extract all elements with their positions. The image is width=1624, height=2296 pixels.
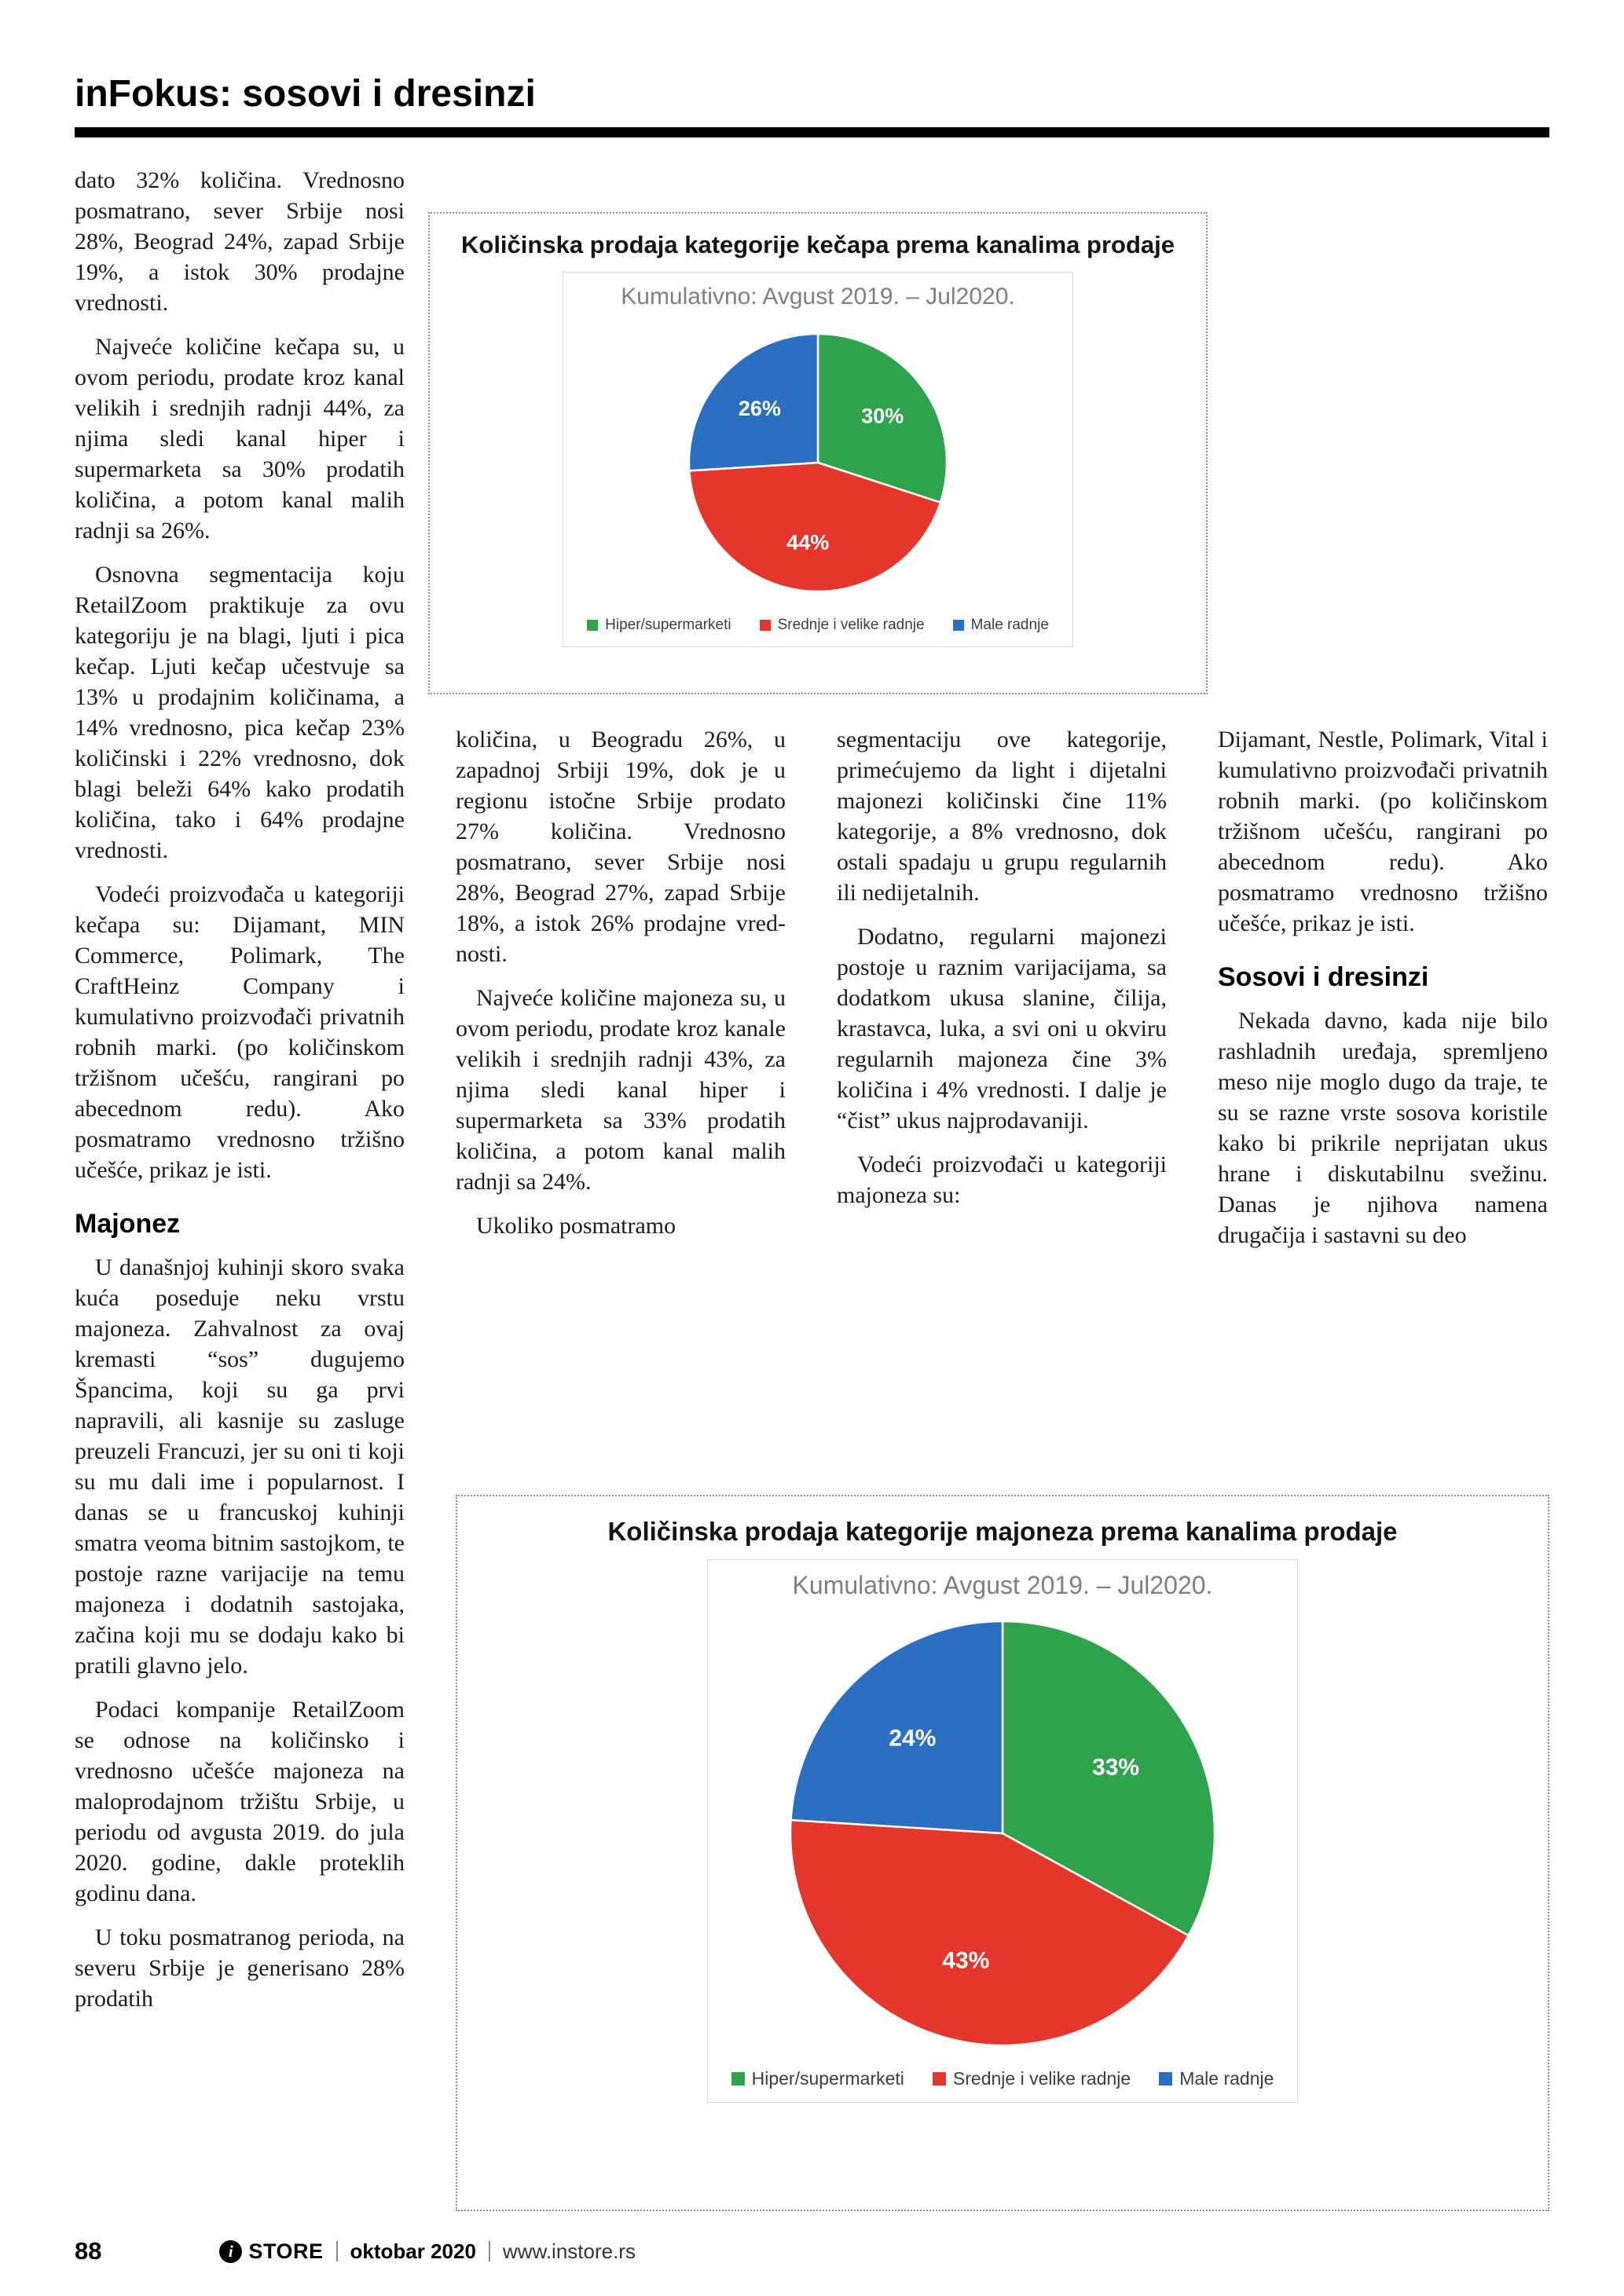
pie-chart-majonez: [751, 1606, 1254, 2060]
footer-separator: [489, 2241, 490, 2261]
paragraph: Dijamant, Nestle, Polimark, Vital i kumulativno proizvođači privatnih robnih marki. (po količinskom tržišnom učešću, rangirani po abecednom redu). Ako posmatramo vrednosno tržišno učešće, prikaz je isti.: [1218, 727, 1548, 936]
page-number: 88: [75, 2237, 102, 2265]
paragraph: Podaci kompanije RetailZoom se odnose na količinsko i vrednosno učešće majoneza na maloprodajnom tržištu Srbije, u periodu od avgusta 2019. do jula 2020. godine, dakle proteklih godinu dana.: [75, 1697, 405, 1906]
section-heading-sosovi: Sosovi i dresinzi: [1218, 962, 1429, 992]
paragraph: U toku posmatranog perioda, na severu Srbije je generisano 28% prodatih: [75, 1924, 405, 2012]
paragraph: Najveće količine majoneza su, u ovom periodu, prodate kroz kanale velikih i srednjih radnji 43%, za njima sledi kanal hiper i supermarketa sa 33% prodatih količina, a potom kanal malih radnji sa 24%.: [456, 985, 786, 1195]
legend-swatch: [760, 620, 771, 631]
instore-logo: [219, 2239, 323, 2264]
chart-box-majonez: [456, 1495, 1549, 2211]
page-header: [75, 72, 1549, 137]
chart-subtitle-majonez: Kumulativno: Avgust 2019. – Jul2020.: [792, 1571, 1213, 1599]
column1-paragraphs-top: [75, 165, 405, 1185]
legend-label: Male radnje: [1179, 2068, 1274, 2089]
chart-box-kecap: [428, 212, 1208, 694]
paragraph: Nekada davno, kada nije bilo rashladnih uređaja, spremljeno meso nije moglo dugo da traje, te su se razne vrste sosova koristile kako bi prikrile neprijatan ukus hrane i diskutabilnu svežinu. Danas je njihova namena drugačija i sastavni su deo: [1218, 1008, 1548, 1248]
legend-swatch: [731, 2072, 745, 2085]
legend-swatch: [953, 620, 964, 631]
article-column-2: [456, 724, 786, 1241]
paragraph: količina, u Beogradu 26%, u zapadnoj Srbiji 19%, dok je u regionu istočne Srbije prodato 27% količina. Vrednosno posmatrano, sever Srbije nosi 28%, Beograd 27%, zapad Srbije 18%, a istok 26% prodajne vrednosti.: [456, 727, 786, 967]
article-column-1: [75, 165, 405, 2219]
chart-legend-majonez: [731, 2068, 1274, 2089]
brand-name: STORE: [248, 2239, 324, 2263]
legend-item: [760, 617, 925, 634]
paragraph: U današnjoj kuhinji skoro svaka kuća poseduje neku vrstu majoneza. Zahvalnost za ovaj kremasti “sos” dugujemo Špancima, koji su ga prvi napravili, ali kasnije su zasluge preuzeli Francuzi, jer su oni ti koji su mu dali ime i popularnost. I danas se u francuskoj kuhinji smatra veoma bitnim sastojkom, te postoje razne varijacije na temu majoneza i dodatnih sastojaka, začina koji mu se dodaju kako bi pratili glavno jelo.: [75, 1254, 405, 1679]
legend-item: [1159, 2068, 1274, 2089]
paragraph: Dodatno, regularni majonezi postoje u raznim varijacijama, sa dodatkom ukusa slanine, čilija, krastavca, luka, a svi oni u okviru regularnih majoneza čine 3% količina i 4% vrednosti. I dalje je “čist” ukus najprodavaniji.: [837, 924, 1167, 1133]
pie-chart-kecap: [645, 317, 991, 609]
article-column-4: [1218, 724, 1548, 1251]
column4-paragraphs-bottom: [1218, 1005, 1548, 1251]
website-url: www.instore.rs: [502, 2239, 636, 2263]
column3-paragraphs: [837, 724, 1167, 1210]
pie-value-label: 24%: [889, 1725, 937, 1752]
chart-subtitle-kecap: Kumulativno: Avgust 2019. – Jul2020.: [621, 284, 1015, 309]
page-footer: [75, 2237, 1549, 2265]
pie-value-label: 33%: [1092, 1754, 1140, 1781]
legend-swatch: [933, 2072, 946, 2085]
issue-date: oktobar 2020: [350, 2239, 476, 2263]
chart-frame-majonez: [707, 1559, 1299, 2103]
chart-legend-kecap: [587, 617, 1049, 634]
paragraph: Vodeći proizvođača u kategoriji kečapa su: Dijamant, MIN Commerce, Polimark, The CraftHeinz Company i kumulativno proizvođači privatnih robnih marki. (po količinskom tržišnom učešću, rangirani po abecednom redu). Ako posmatramo vrednosno tržišno učešće, prikaz je isti.: [75, 881, 405, 1183]
pie-value-label: 44%: [786, 530, 830, 555]
paragraph: Osnovna segmentacija koju RetailZoom praktikuje za ovu kategoriju je na blagi, ljuti i pica kečap. Ljuti kečap učestvuje sa 13% u prodajnim količinama, a 14% vrednosno, pica kečap 23% količinski i 22% vrednosno, dok blagi beleži 64% kako prodatih količina, tako i 64% prodajne vrednosti.: [75, 562, 405, 863]
legend-label: Srednje i velike radnje: [777, 617, 925, 633]
legend-item: [953, 617, 1049, 634]
page-title: inFokus: sosovi i dresinzi: [75, 73, 536, 115]
header-rule: [75, 127, 1549, 137]
chart-title-kecap: Količinska prodaja kategorije kečapa prema kanalima prodaje: [461, 231, 1175, 258]
section-heading-majonez: Majonez: [75, 1209, 181, 1239]
legend-swatch: [587, 620, 598, 631]
legend-label: Hiper/supermarketi: [605, 617, 731, 633]
footer-separator: [336, 2241, 338, 2261]
instore-logo-icon: i: [219, 2240, 242, 2263]
paragraph: Ukoliko posmatramo: [476, 1213, 676, 1239]
chart-title-majonez: Količinska prodaja kategorije majoneza prema kanalima prodaje: [607, 1517, 1398, 1546]
legend-label: Male radnje: [970, 617, 1049, 633]
paragraph: dato 32% količina. Vrednosno posmatrano, sever Srbije nosi 28%, Beograd 24%, zapad Srbije 19%, a istok 30% prodajne vrednosti.: [75, 167, 405, 316]
paragraph: Vodeći proizvođači u kategoriji majoneza su:: [837, 1152, 1167, 1208]
pie-value-label: 26%: [738, 396, 781, 420]
article-column-3: [837, 724, 1167, 1210]
column1-paragraphs-bottom: [75, 1252, 405, 2014]
paragraph: Najveće količine kečapa su, u ovom periodu, prodate kroz kanal velikih i srednjih radnji 44%, za njima sledi kanal hiper i supermarketa sa 30% prodatih količina, a potom kanal malih radnji sa 26%.: [75, 334, 405, 544]
chart-frame-kecap: [563, 272, 1073, 647]
legend-item: [933, 2068, 1131, 2089]
paragraph: segmentaciju ove kategorije, primećujemo da light i dijetalni majonezi količinski čine 11% kategorije, a 8% vrednosno, dok ostali spadaju u grupu regularnih ili nedijetalnih.: [837, 727, 1167, 906]
column4-paragraphs-top: [1218, 724, 1548, 939]
pie-value-label: 43%: [942, 1947, 990, 1974]
legend-swatch: [1159, 2072, 1172, 2085]
legend-item: [587, 617, 731, 634]
legend-label: Hiper/supermarketi: [751, 2068, 904, 2089]
pie-value-label: 30%: [861, 404, 904, 428]
column2-paragraphs: [456, 724, 786, 1241]
legend-item: [731, 2068, 904, 2089]
legend-label: Srednje i velike radnje: [952, 2068, 1131, 2089]
